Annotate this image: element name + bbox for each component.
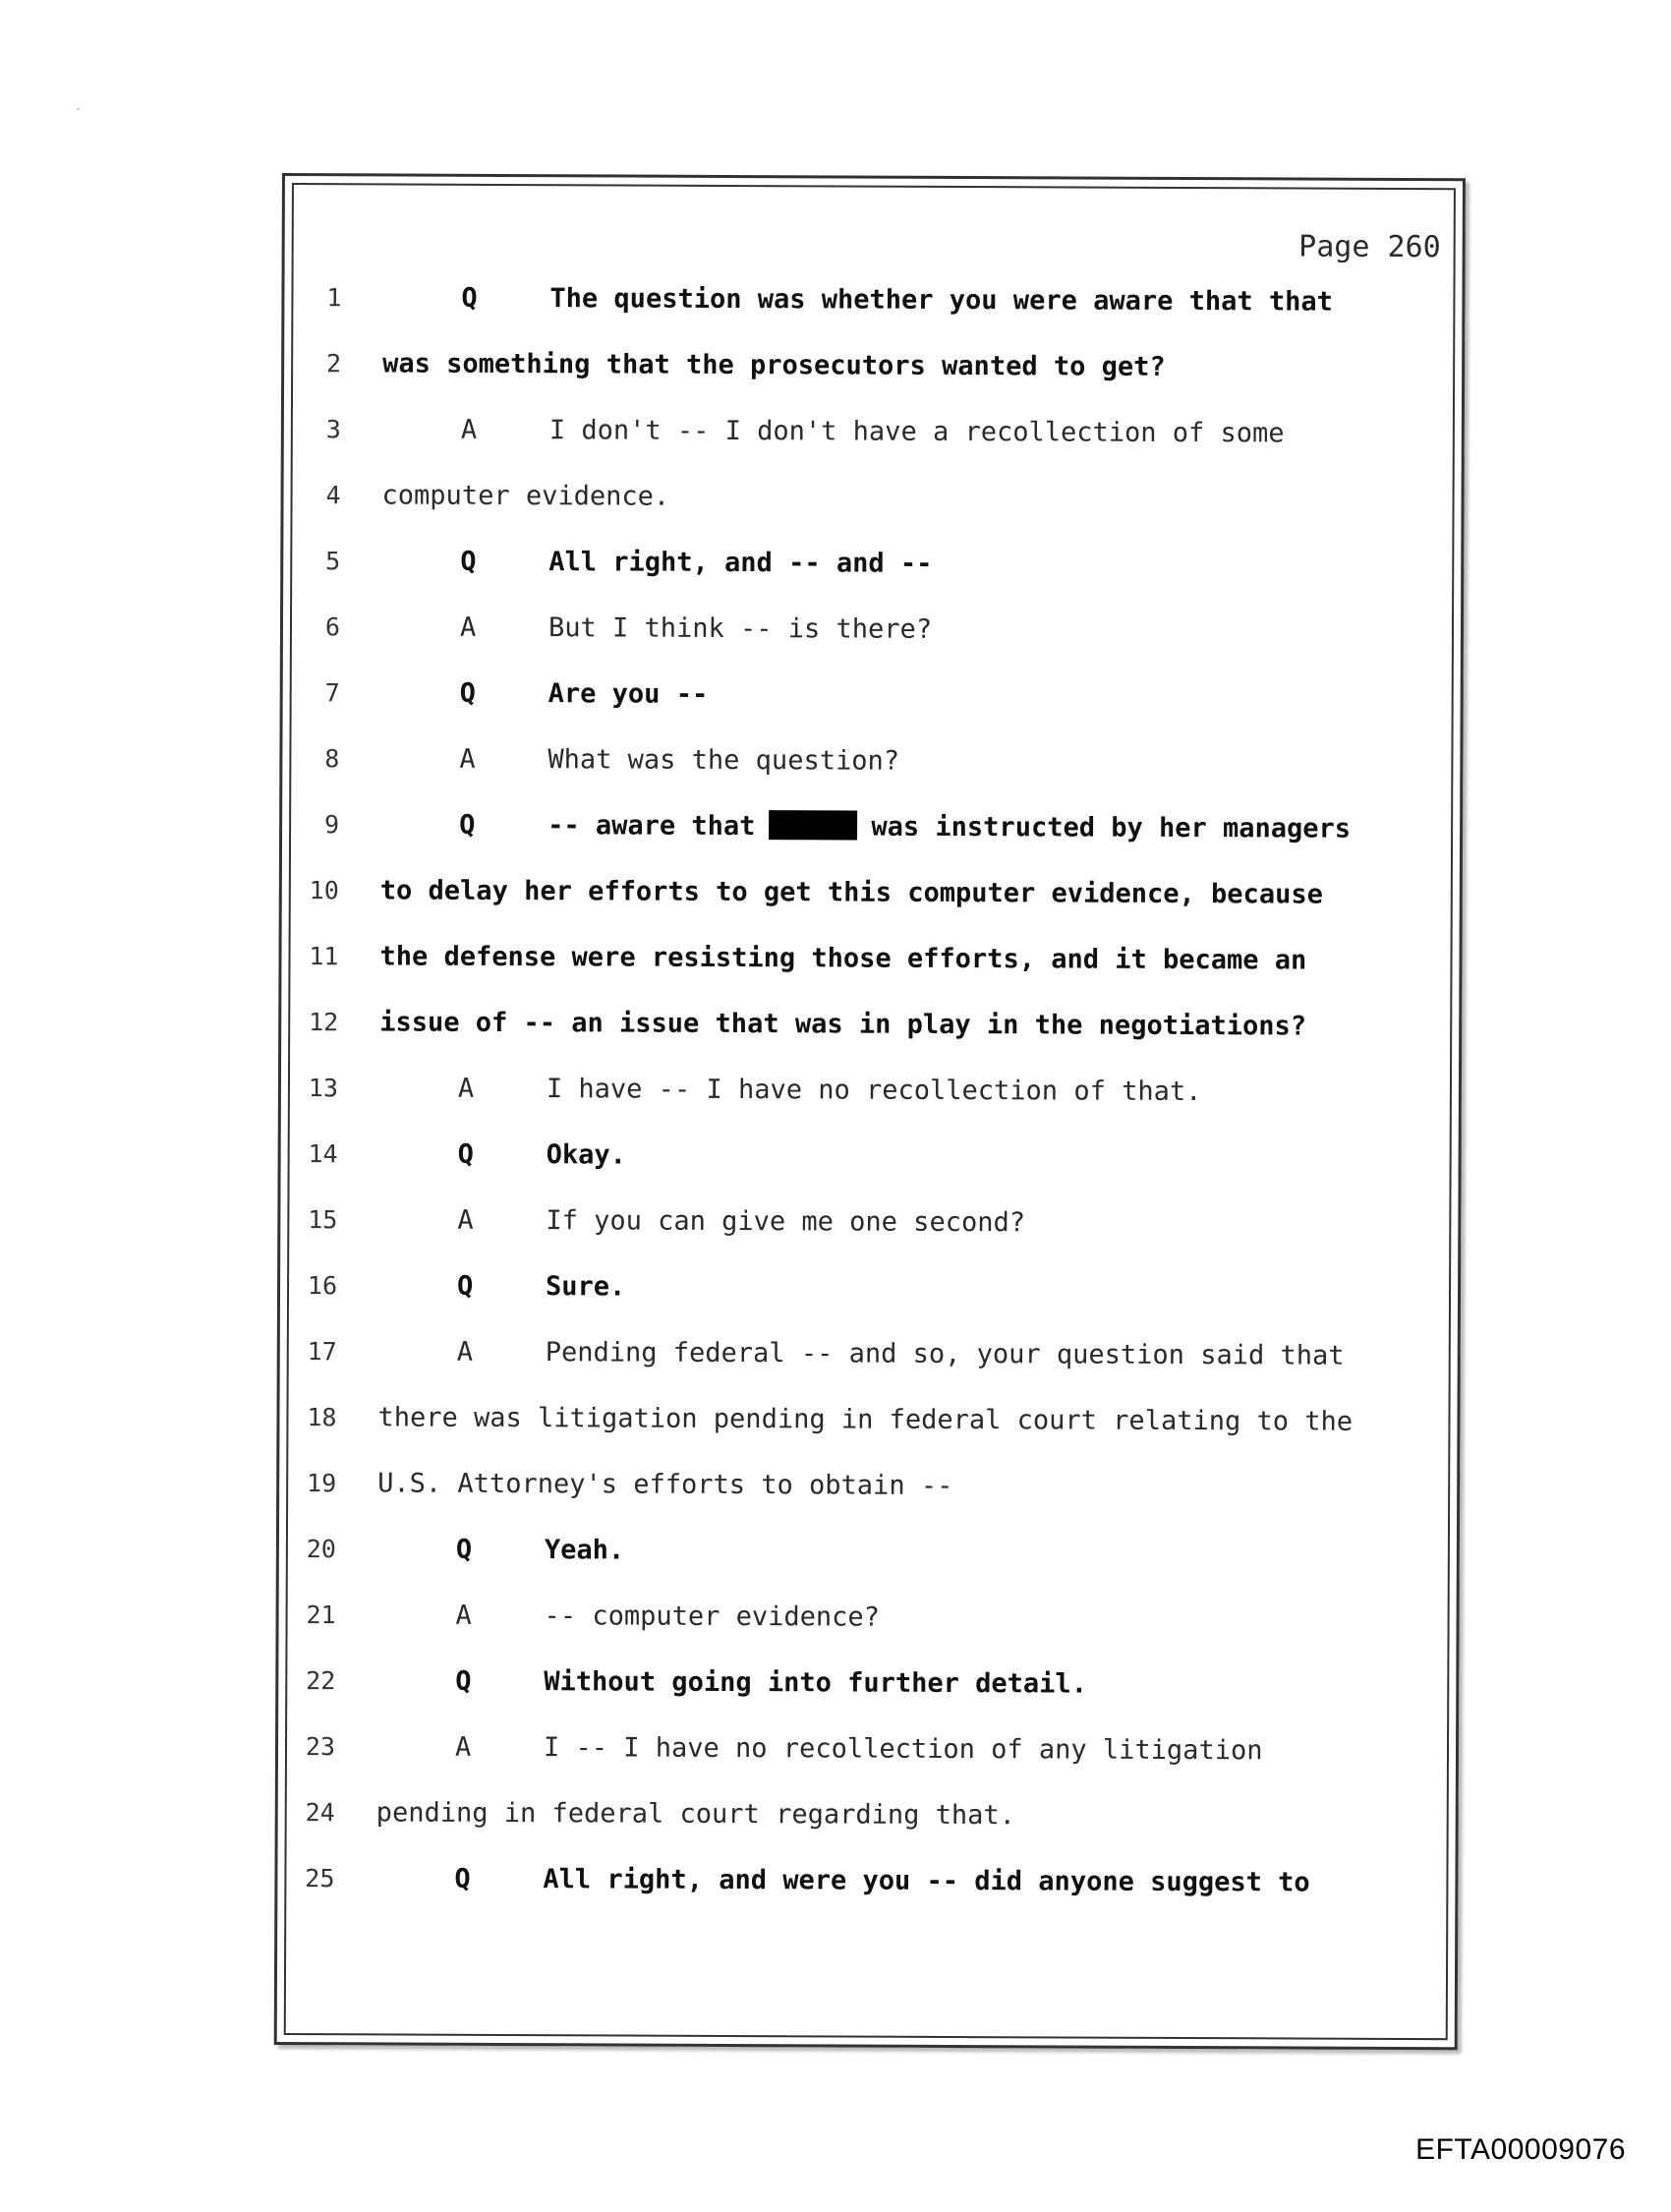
speaker-label: Q [461, 282, 478, 314]
transcript-line [281, 937, 1459, 981]
transcript-line [279, 1398, 1457, 1442]
line-number: 6 [324, 612, 341, 642]
line-text: there was litigation pending in federal court relating to the [377, 1402, 1354, 1437]
transcript-line [280, 1266, 1458, 1310]
line-text: Without going into further detail. [544, 1666, 1088, 1700]
transcript-line [278, 1661, 1456, 1706]
line-text: Okay. [546, 1139, 626, 1171]
transcript-line [281, 1069, 1459, 1113]
line-text-after-redaction: was instructed by her managers [871, 811, 1352, 844]
line-text: All right, and were you -- did anyone suggest to [543, 1864, 1310, 1898]
transcript-line [284, 278, 1462, 322]
transcript-line [283, 542, 1461, 586]
line-text: U.S. Attorney's efforts to obtain -- [377, 1468, 953, 1501]
line-text: issue of -- an issue that was in play in the negotiations? [379, 1007, 1307, 1042]
line-text: was something that the prosecutors wanted to get? [382, 348, 1166, 382]
line-number: 17 [307, 1337, 337, 1367]
line-text: Are you -- [547, 678, 709, 710]
transcript-line [281, 1003, 1459, 1047]
transcript-line [279, 1464, 1457, 1508]
speaker-label: A [457, 1073, 475, 1104]
speaker-label: A [457, 1204, 474, 1236]
line-text: to delay her efforts to get this computer evidence, because [379, 875, 1323, 910]
line-number: 10 [309, 876, 339, 905]
transcript-line [278, 1793, 1456, 1837]
line-text: All right, and -- and -- [548, 547, 933, 579]
line-number: 5 [325, 547, 341, 576]
line-text: Yeah. [544, 1535, 625, 1566]
line-number: 14 [308, 1139, 338, 1169]
line-number: 7 [324, 678, 340, 708]
transcript-line [283, 608, 1461, 652]
speaker-label: A [454, 1731, 472, 1763]
line-text: the defense were resisting those efforts, and it became an [379, 941, 1307, 976]
line-text: computer evidence. [381, 480, 670, 512]
line-text-before-redaction: -- aware that [547, 810, 756, 843]
transcript-line [278, 1727, 1456, 1772]
line-number: 3 [325, 415, 341, 444]
line-text: The question was whether you were aware that that [549, 283, 1334, 318]
line-text: -- computer evidence? [544, 1601, 881, 1633]
speaker-label: A [459, 611, 477, 643]
speaker-label: A [455, 1600, 472, 1631]
scan-speck [77, 108, 80, 110]
transcript-line [280, 1200, 1458, 1245]
transcript-line [282, 871, 1460, 915]
line-text: I don't -- I don't have a recollection of some [548, 415, 1285, 449]
line-number: 22 [306, 1666, 336, 1696]
line-text [547, 806, 1351, 849]
speaker-label: A [456, 1336, 474, 1368]
line-number: 16 [307, 1271, 338, 1301]
line-number: 21 [306, 1601, 336, 1630]
transcript-line [284, 344, 1462, 388]
speaker-label: Q [455, 1665, 472, 1697]
line-number: 13 [308, 1074, 339, 1103]
transcript-line [281, 1135, 1459, 1179]
line-number: 24 [305, 1798, 335, 1828]
line-text: If you can give me one second? [546, 1205, 1026, 1239]
line-number: 12 [309, 1008, 339, 1037]
line-number: 8 [324, 744, 340, 774]
speaker-label: Q [455, 1534, 473, 1565]
speaker-label: A [459, 743, 476, 775]
line-number: 23 [305, 1732, 336, 1762]
transcript-line [282, 739, 1460, 784]
transcript-line [280, 1332, 1458, 1376]
line-number: 19 [307, 1469, 337, 1498]
line-text: I have -- I have no recollection of that. [546, 1074, 1202, 1108]
transcript-line [279, 1530, 1457, 1574]
line-number: 2 [326, 349, 342, 378]
transcript-line [283, 476, 1461, 520]
redaction-block [769, 810, 857, 840]
line-number: 1 [326, 283, 342, 313]
line-number: 9 [323, 810, 340, 840]
line-text: What was the question? [547, 744, 900, 777]
line-text: But I think -- is there? [547, 612, 933, 645]
speaker-label: Q [456, 1270, 474, 1302]
line-number: 4 [325, 481, 341, 510]
line-text: pending in federal court regarding that. [375, 1797, 1016, 1832]
transcript-line [282, 805, 1460, 849]
transcript-line [279, 1596, 1457, 1640]
speaker-label: Q [459, 677, 477, 709]
transcript-line [284, 410, 1462, 454]
page-number: Page 260 [1298, 229, 1441, 265]
speaker-label: Q [460, 546, 477, 577]
speaker-label: Q [454, 1863, 471, 1894]
line-number: 20 [306, 1535, 336, 1564]
transcript-line [283, 673, 1461, 718]
line-text: I -- I have no recollection of any litigation [543, 1732, 1263, 1767]
speaker-label: A [460, 414, 478, 445]
speaker-label: Q [459, 809, 476, 841]
speaker-label: Q [457, 1138, 474, 1170]
transcript-line [277, 1859, 1455, 1903]
transcript-page-frame [274, 173, 1466, 2050]
bates-number: EFTA00009076 [1415, 2133, 1626, 2166]
line-text: Pending federal -- and so, your question said that [545, 1337, 1345, 1371]
line-number: 15 [308, 1205, 338, 1235]
line-number: 11 [309, 942, 339, 971]
line-number: 18 [307, 1403, 337, 1432]
line-number: 25 [305, 1864, 335, 1893]
line-text: Sure. [545, 1271, 626, 1303]
